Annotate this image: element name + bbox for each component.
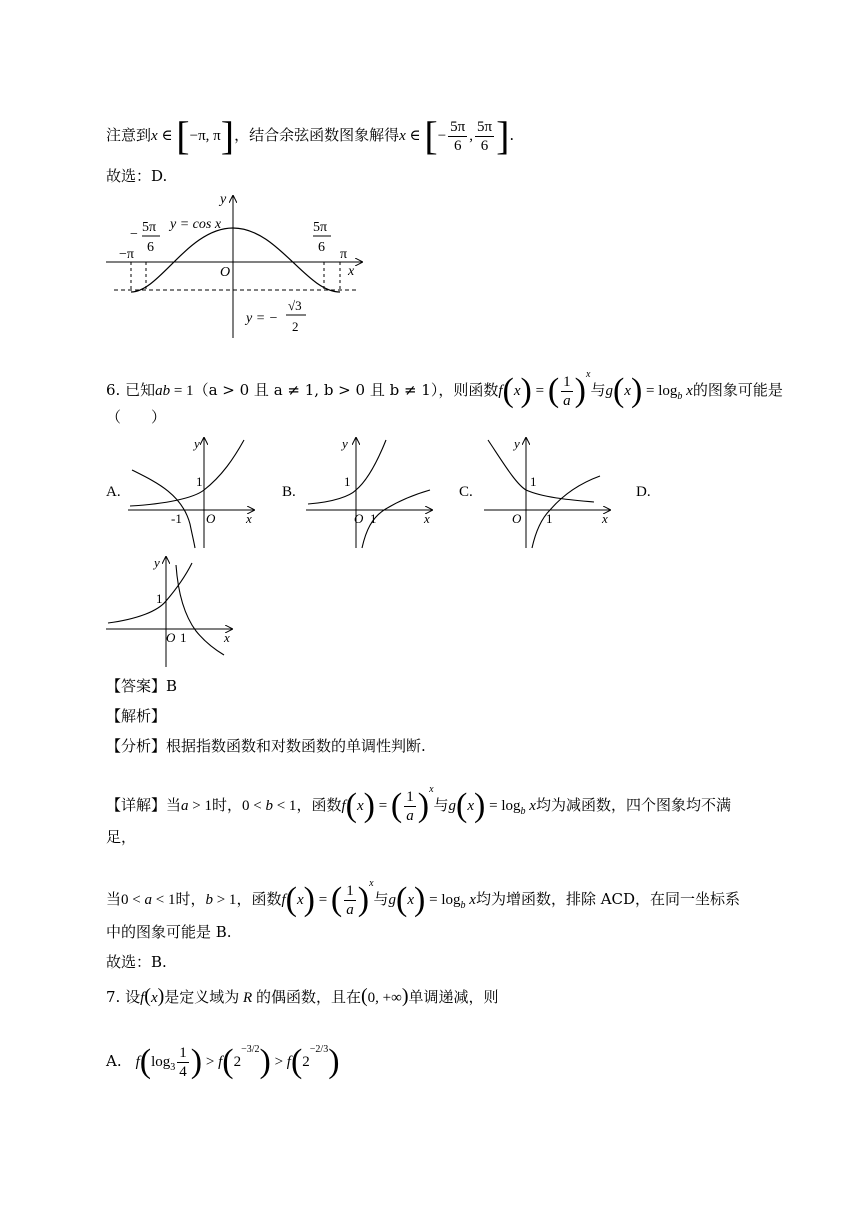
text: 与: [433, 796, 449, 814]
x-axis-label: x: [348, 264, 355, 279]
hline-label: y = −: [246, 311, 279, 326]
sqrt3: √3: [288, 298, 302, 313]
text: 与: [590, 381, 606, 399]
svg-text:1: 1: [344, 474, 351, 489]
svg-text:-1: -1: [171, 511, 182, 526]
text: 的图象可能是: [692, 381, 783, 399]
svg-text:x: x: [424, 511, 430, 526]
text: .: [509, 126, 515, 144]
analysis-header: 【解析】: [106, 707, 167, 725]
svg-text:y: y: [194, 436, 200, 451]
neg-6: 6: [147, 240, 154, 255]
option-c-graph: [482, 434, 616, 550]
svg-text:O: O: [166, 630, 176, 645]
option-label: A.: [106, 1052, 122, 1070]
detail-line-1: 【详解】当a > 1时，0 < b < 1，函数f(x) = ( $\frac{1}{a}$ )$^x$与$g(x) = \log_b x$均为减函数，四个图象均不满: [106, 784, 731, 824]
option-d-graph: [104, 553, 238, 669]
svg-text:O: O: [512, 511, 522, 526]
q7-option-a: A. $f(\log_3$ $\frac{1}{4}$ ) > $f(2^{-3/2}) > f(2^{-2/3})$: [106, 1043, 340, 1080]
text: 6. 已知: [106, 381, 156, 399]
svg-text:1: 1: [370, 511, 377, 526]
svg-text:y: y: [342, 436, 348, 451]
svg-text:1: 1: [180, 630, 187, 645]
q6-line: 6. 已知ab = 1（a > 0 且 a ≠ 1, b > 0 且 b ≠ 1），则函数f(x) = ( $\frac{1}{a}$ )$^x$与$g(x) = \log_b x$的图象可能是: [106, 369, 783, 409]
answer: 【答案】B: [106, 677, 178, 695]
choose-d: 故选：D.: [106, 167, 168, 185]
pos-5pi: 5π: [313, 220, 328, 235]
detail-line-2b: 中的图象可能是 B.: [106, 923, 232, 941]
y-axis-label: y: [220, 192, 227, 207]
svg-text:1: 1: [546, 511, 553, 526]
text: 与: [373, 890, 389, 908]
text: 单调递减，则: [408, 988, 499, 1006]
option-d-label: D.: [636, 484, 651, 500]
text: ，函数: [296, 796, 342, 814]
svg-text:1: 1: [156, 591, 163, 606]
svg-text:O: O: [354, 511, 364, 526]
text: 时，: [175, 890, 206, 908]
pos-6: 6: [318, 240, 325, 255]
svg-text:O: O: [206, 511, 216, 526]
cosine-figure: [100, 188, 370, 338]
pi-label: π: [340, 247, 348, 262]
text: 时，: [211, 796, 242, 814]
text: （a > 0 且 a ≠ 1, b > 0 且 b ≠ 1），则函数: [193, 381, 499, 399]
text: ，结合余弦函数图象解得: [234, 126, 400, 144]
option-b-label: B.: [282, 484, 296, 500]
neg-5pi: 5π: [142, 220, 157, 235]
text: 是定义域为: [164, 988, 240, 1006]
text: 【详解】当: [106, 796, 182, 814]
neg-sign: −: [130, 227, 138, 242]
text: ，函数: [236, 890, 282, 908]
text: 均为增函数，排除 ACD，在同一坐标系: [475, 890, 741, 908]
text: 注意到: [106, 126, 152, 144]
text: 当: [106, 890, 122, 908]
analysis-fenxi: 【分析】根据指数函数和对数函数的单调性判断.: [106, 737, 426, 755]
svg-text:y: y: [514, 436, 520, 451]
svg-text:x: x: [246, 511, 252, 526]
svg-text:1: 1: [196, 474, 203, 489]
q7-line: 7. 设f(x)是定义域为 R 的偶函数，且在(0, +∞)单调递减，则: [106, 985, 499, 1007]
choose-b: 故选：B.: [106, 953, 167, 971]
option-c-label: C.: [459, 484, 473, 500]
svg-text:x: x: [224, 630, 230, 645]
svg-text:x: x: [602, 511, 608, 526]
q6-paren: （ ）: [106, 408, 167, 426]
solution-line-1: 注意到x ∈ [−π, π]，结合余弦函数图象解得x ∈ [− $\frac{5\pi}{6}$ , $\frac{5\pi}{6}$ ].: [106, 113, 515, 158]
svg-text:1: 1: [530, 474, 537, 489]
two: 2: [292, 319, 299, 334]
origin-label: O: [220, 265, 231, 280]
curve-label: y = cos x: [170, 217, 222, 232]
text: 均为减函数，四个图象均不满: [535, 796, 731, 814]
text: 7. 设: [106, 988, 141, 1006]
detail-line-2: 当0 < a < 1时，b > 1，函数f(x) = ( $\frac{1}{a}$ )$^x$与$g(x) = \log_b x$均为增函数，排除 ACD，在同一坐标系: [106, 878, 741, 918]
option-a-label: A.: [106, 484, 121, 500]
detail-line-1b: 足，: [106, 828, 137, 846]
svg-text:y: y: [154, 555, 160, 570]
text: 的偶函数，且在: [255, 988, 361, 1006]
option-a-graph: [126, 434, 260, 550]
option-b-graph: [304, 434, 438, 550]
neg-pi-label: −π: [119, 247, 134, 262]
